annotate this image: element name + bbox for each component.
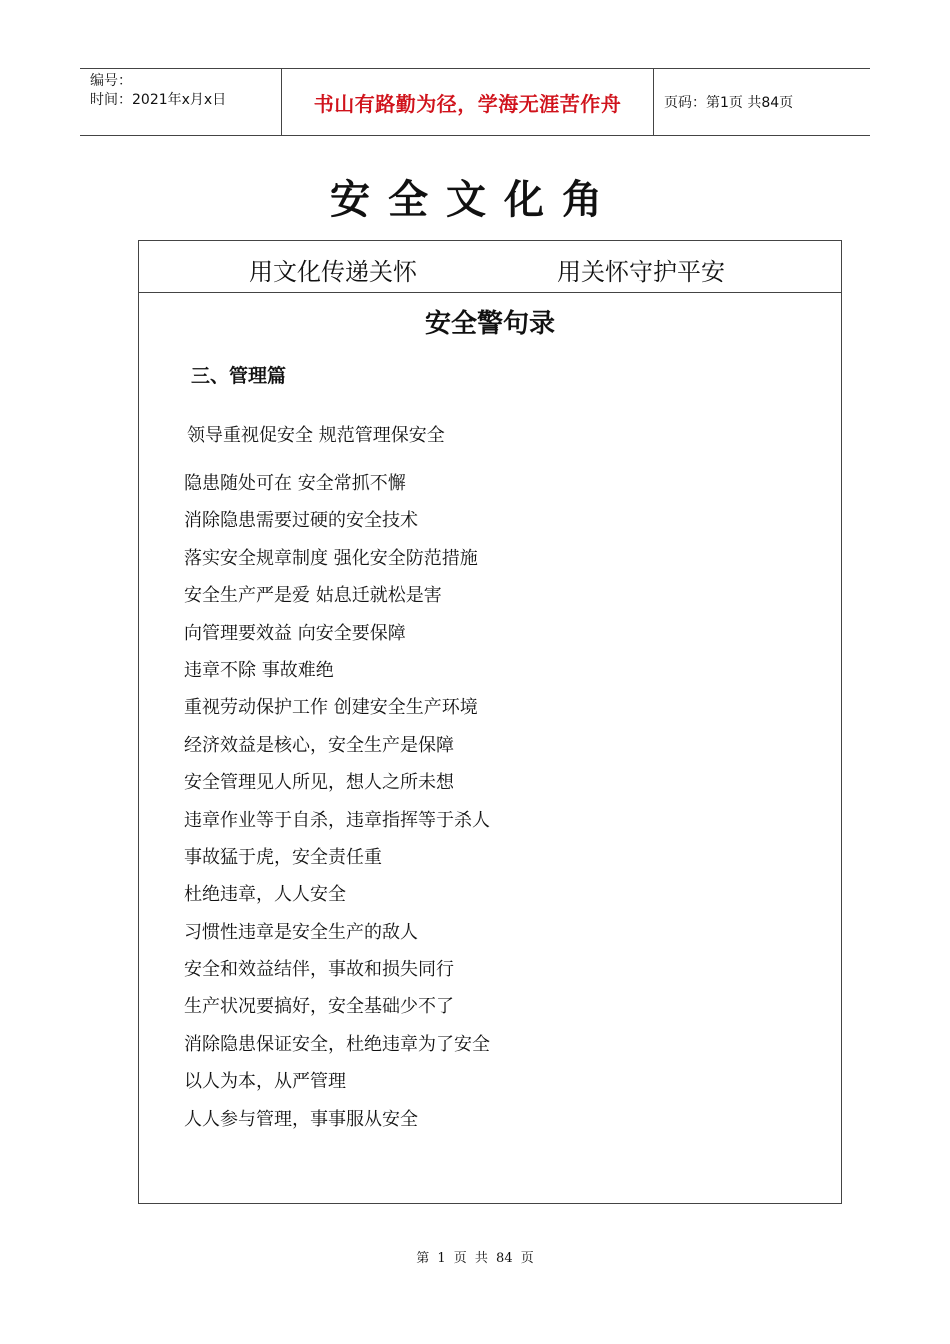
slogan-line: 消除隐患需要过硬的安全技术 (184, 510, 418, 532)
slogan-line: 经济效益是核心，安全生产是保障 (184, 734, 454, 756)
slogan-line: 隐患随处可在 安全常抓不懈 (184, 473, 406, 494)
slogan-right: 用关怀守护平安 (557, 258, 725, 286)
number-label: 编号： (90, 73, 132, 89)
slogan-line: 生产状况要搞好，安全基础少不了 (184, 996, 454, 1018)
slogan-line: 安全管理见人所见，想人之所未想 (184, 772, 454, 794)
part-title: 三、管理篇 (191, 365, 287, 387)
header-page-info: 页码：第1页 共84页 (664, 95, 794, 111)
content-box (138, 240, 842, 1204)
slogan-line: 安全生产严是爱 姑息迁就松是害 (184, 585, 442, 607)
slogan-left: 用文化传递关怀 (249, 258, 417, 286)
document-title: 安全文化角 (330, 177, 620, 223)
slogan-line: 以人为本，从严管理 (184, 1071, 346, 1093)
slogan-line: 杜绝违章，人人安全 (184, 884, 346, 906)
header-meta (80, 69, 282, 135)
slogan-line: 重视劳动保护工作 创建安全生产环境 (184, 697, 478, 719)
slogan-line: 消除隐患保证安全，杜绝违章为了安全 (184, 1033, 490, 1055)
slogan-list (184, 470, 490, 1143)
slogan-line: 安全和效益结伴，事故和损失同行 (184, 959, 454, 981)
slogan-line: 向管理要效益 向安全要保障 (184, 622, 406, 644)
page-footer: 第 1 页 共 84 页 (416, 1251, 534, 1266)
slogan-row (139, 241, 841, 293)
header-motto: 书山有路勤为径，学海无涯苦作舟 (282, 69, 654, 135)
slogan-line: 违章不除 事故难绝 (184, 659, 334, 681)
first-slogan-line: 领导重视促安全 规范管理保安全 (187, 425, 445, 446)
section-title: 安全警句录 (424, 309, 555, 339)
slogan-line: 事故猛于虎，安全责任重 (184, 846, 382, 868)
time-label: 时间：2021年x月x日 (90, 92, 227, 108)
slogan-line: 违章作业等于自杀，违章指挥等于杀人 (184, 809, 490, 831)
slogan-line: 习惯性违章是安全生产的敌人 (184, 921, 418, 943)
page-header (80, 68, 870, 136)
slogan-line: 人人参与管理，事事服从安全 (184, 1108, 418, 1130)
slogan-line: 落实安全规章制度 强化安全防范措施 (184, 547, 478, 569)
